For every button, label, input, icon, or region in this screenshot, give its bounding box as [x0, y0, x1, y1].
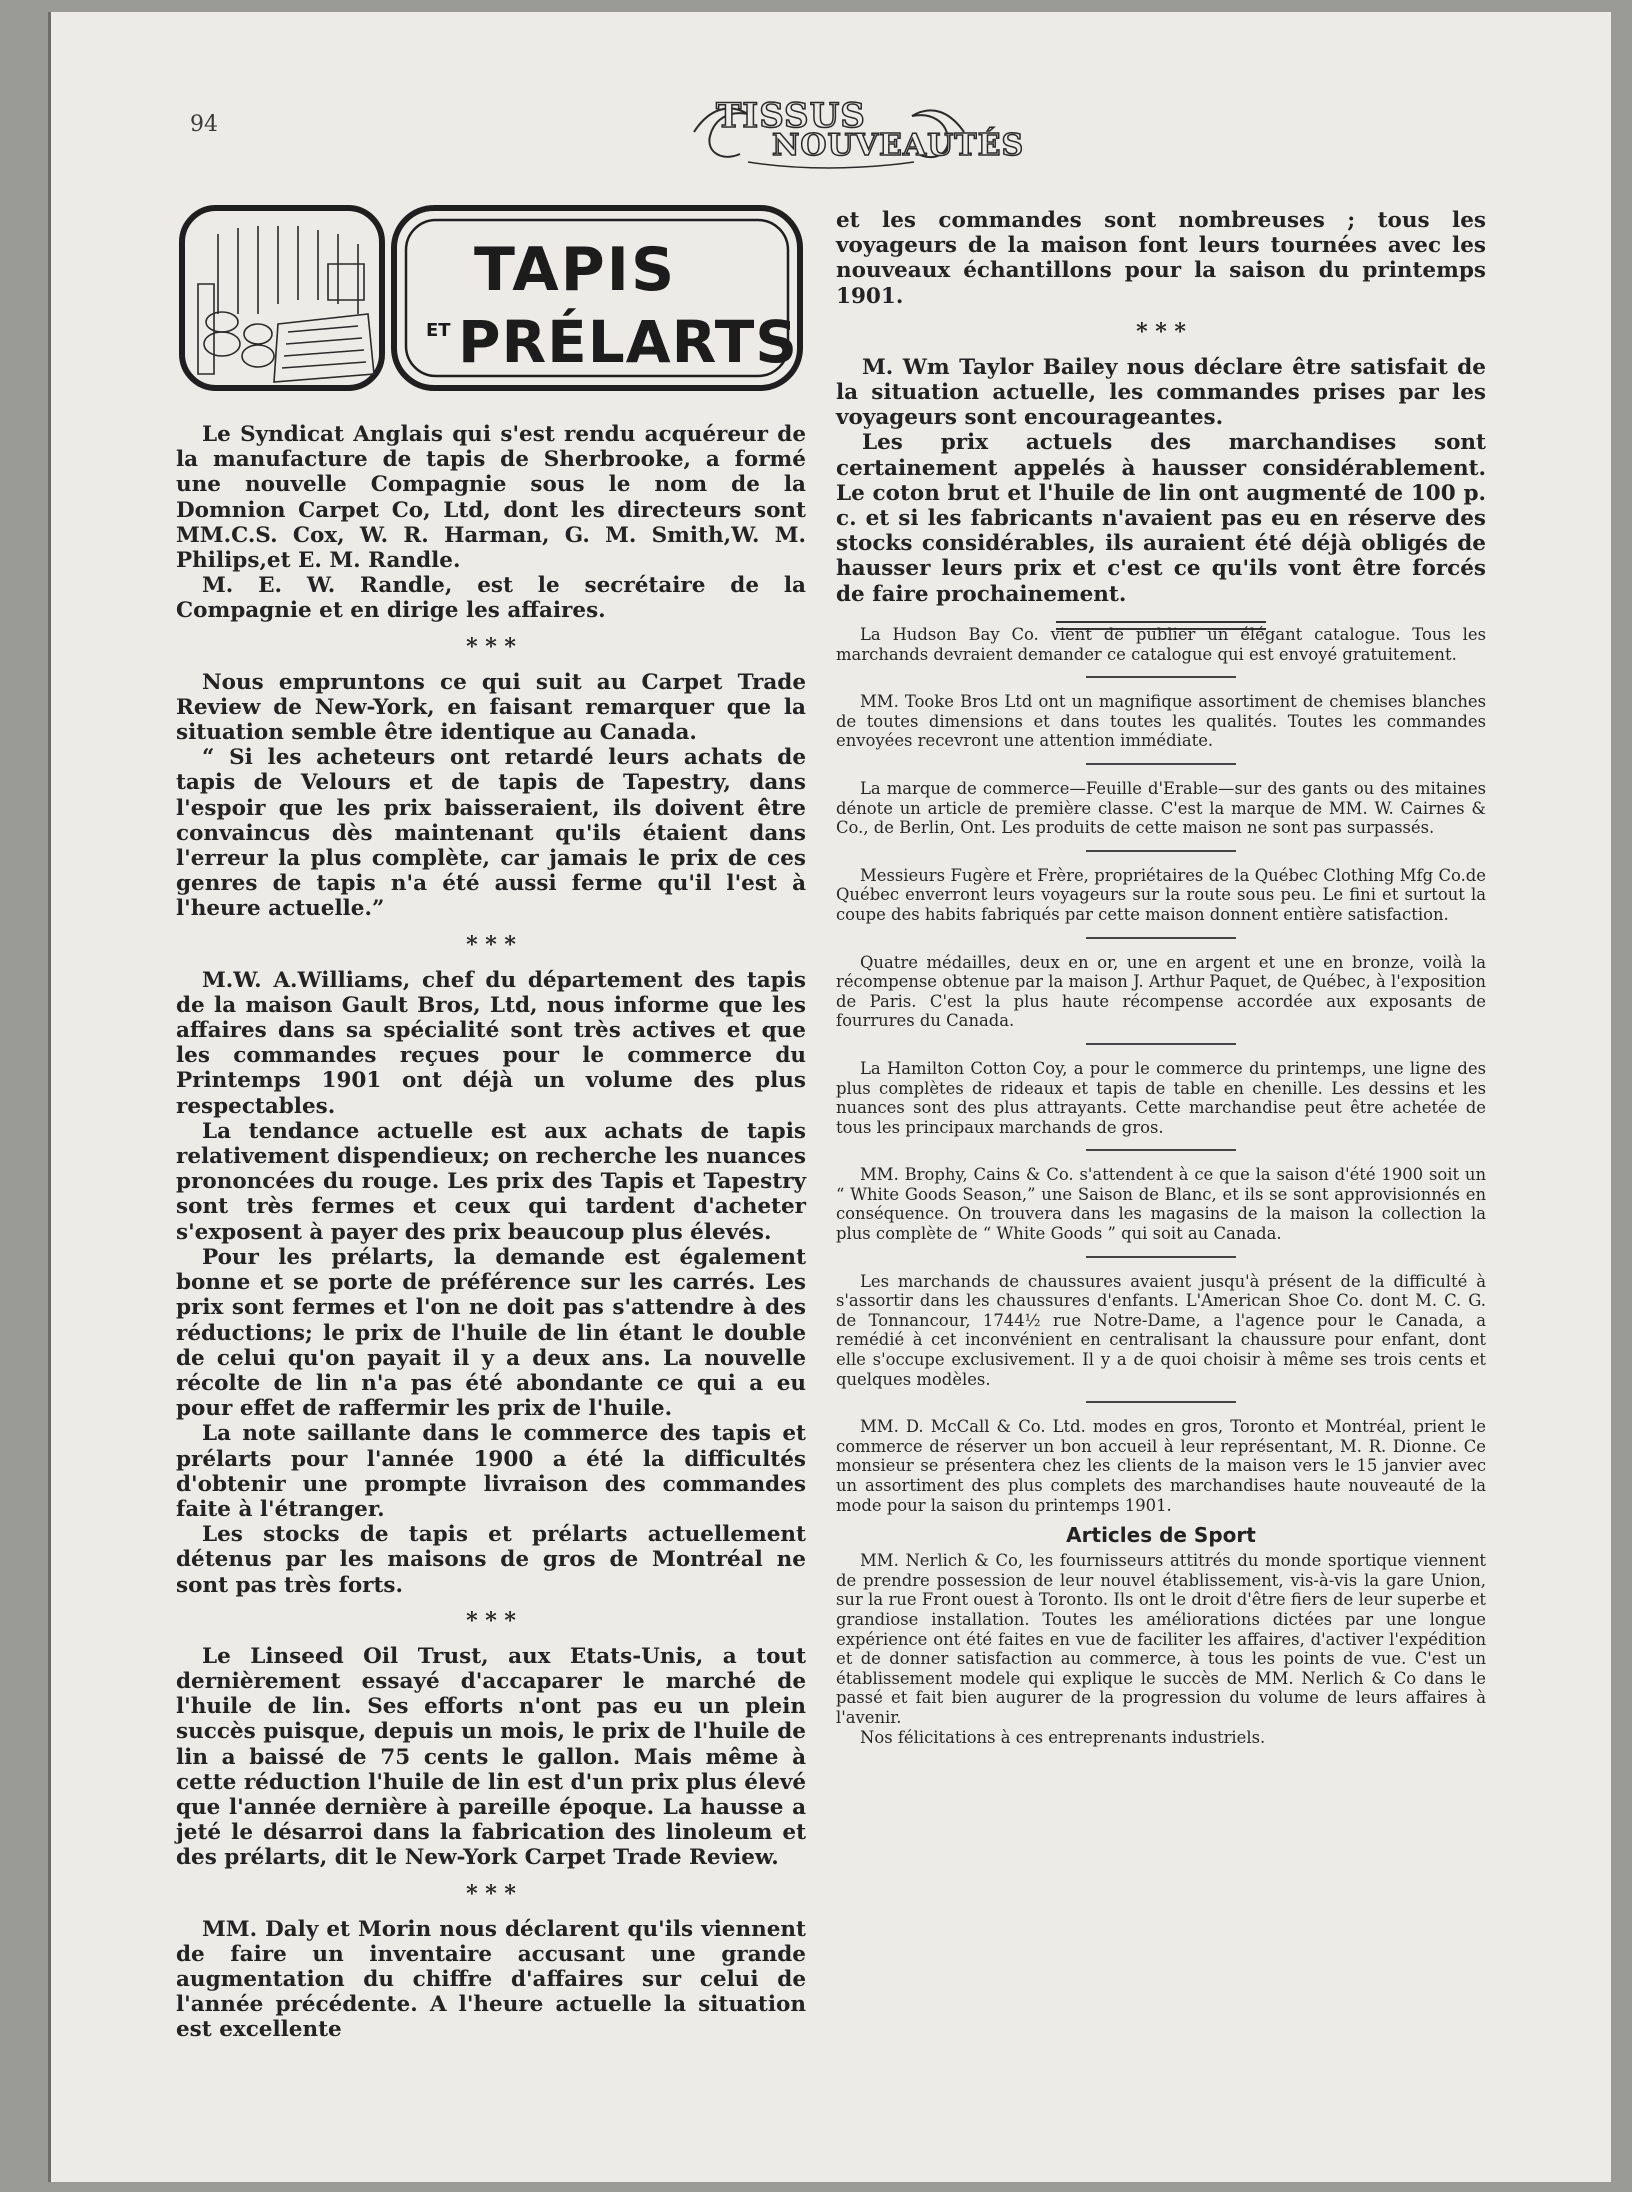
section-subheading: Articles de Sport	[1066, 1523, 1256, 1548]
masthead-line2: NOUVEAUTÉS	[772, 128, 1025, 163]
section-separator: * * *	[466, 1880, 516, 1907]
rule-divider	[1086, 1401, 1236, 1403]
news-item: Nos félicitations à ces entreprenants industriels.	[860, 1727, 1266, 1747]
article-paragraph: Le Syndicat Anglais qui s'est rendu acquéreur de la manufacture de tapis de Sherbrooke, a formé une nouvelle Compagnie sous le nom de la Domnion Carpet Co, Ltd, dont les directeurs sont MM.C.S. Cox, W. R. Harman, G. M. Smith,W. M. Philips,et E. M. Randle.	[176, 422, 806, 574]
article-paragraph: Les prix actuels des marchandises sont certainement appelés à hausser considérablement. Le coton brut et l'huile de lin ont augmenté de 100 p. c. et si les fabricants n'avaient pas eu en réserve des stocks considérables, ils auraient été déjà obligés de hausser leurs prix et c'est ce qu'ils vont être forcés de faire prochainement.	[836, 430, 1486, 607]
article-paragraph: Nous empruntons ce qui suit au Carpet Trade Review de New-York, en faisant remarquer que la situation semble être identique au Canada.	[176, 669, 806, 746]
article-paragraph: La note saillante dans le commerce des tapis et prélarts pour l'année 1900 a été la difficultés d'obtenir une prompte livraison des commandes faite à l'étranger.	[176, 1421, 806, 1522]
left-column	[176, 422, 806, 2043]
rule-divider	[1086, 850, 1236, 852]
right-column-notes	[836, 625, 1486, 1747]
right-column-top	[836, 208, 1486, 650]
rule-divider	[1086, 1043, 1236, 1045]
news-item: La Hamilton Cotton Coy, a pour le commerce du printemps, une ligne des plus complètes de rideaux et tapis de table en chenille. Les dessins et les nuances sont des plus attrayants. Cette marchandise peut être achetée de tous les principaux marchands de gros.	[836, 1058, 1486, 1137]
article-paragraph: Le Linseed Oil Trust, aux Etats-Unis, a tout dernièrement essayé d'accaparer le marché de l'huile de lin. Ses efforts n'ont pas eu un plein succès puisque, depuis un mois, le prix de l'huile de lin a baissé de 75 cents le gallon. Mais même à cette réduction l'huile de lin est d'un prix plus élevé que l'année dernière à pareille époque. La hausse a jeté le désarroi dans la fabrication des linoleum et des prélarts, dit le New-York Carpet Trade Review.	[176, 1643, 806, 1871]
masthead-line1: TISSUS	[716, 96, 866, 136]
section-separator: * * *	[466, 633, 516, 660]
article-paragraph: M.W. A.Williams, chef du département des tapis de la maison Gault Bros, Ltd, nous informe que les affaires dans sa spécialité sont très actives et que les commandes reçues pour le commerce du Printemps 1901 ont déjà un volume des plus respectables.	[176, 967, 806, 1119]
rule-divider	[1086, 1149, 1236, 1151]
header-frame	[178, 204, 806, 392]
title-tapis: TAPIS	[474, 235, 677, 305]
rule-divider	[1086, 676, 1236, 678]
article-paragraph: Les stocks de tapis et prélarts actuellement détenus par les maisons de gros de Montréal ne sont pas très forts.	[176, 1522, 806, 1598]
article-paragraph: MM. Daly et Morin nous déclarent qu'ils viennent de faire un inventaire accusant une grande augmentation du chiffre d'affaires sur celui de l'année précédente. A l'heure actuelle la situation est excellente	[176, 1916, 806, 2043]
title-prelarts: PRÉLARTS	[458, 308, 799, 376]
article-paragraph: et les commandes sont nombreuses ; tous les voyageurs de la maison font leurs tournées avec les nouveaux échantillons pour la saison du printemps 1901.	[836, 208, 1486, 309]
quoted-paragraph: “ Si les acheteurs ont retardé leurs achats de tapis de Velours et de tapis de Tapestry, dans l'espoir que les prix baisseraient, ils doivent être convaincus dès maintenant qu'ils étaient dans l'erreur la plus complète, car jamais le prix de ces genres de tapis n'a été aussi ferme qu'il l'est à l'heure actuelle.”	[176, 745, 806, 922]
news-item: Les marchands de chaussures avaient jusqu'à présent de la difficulté à s'assortir dans les chaussures d'enfants. L'American Shoe Co. dont M. C. G. de Tonnancour, 1744½ rue Notre-Dame, a l'agence pour le Canada, a remédié à cet inconvénient en centralisant la chaussure pour enfant, dont elle s'occupe exclusivement. Il y a de quoi choisir à même ses trois cents et quelques modèles.	[836, 1271, 1486, 1389]
rule-divider	[1086, 763, 1236, 765]
news-item: MM. D. McCall & Co. Ltd. modes en gros, Toronto et Montréal, prient le commerce de réserver un bon accueil à leur représentant, M. R. Dionne. Ce monsieur se présentera chez les clients de la maison vers le 15 janvier avec un assortiment des plus complets des marchandises haute nouveauté de la mode pour la saison du printemps 1901.	[836, 1417, 1486, 1515]
rule-divider	[1086, 1256, 1236, 1258]
news-item: MM. Brophy, Cains & Co. s'attendent à ce que la saison d'été 1900 soit un “ White Goods Season,” une Saison de Blanc, et ils se sont approvisionnés en conséquence. On trouvera dans les magasins de la maison la collection la plus complète de “ White Goods ” qui soit au Canada.	[836, 1165, 1486, 1244]
section-header	[178, 204, 806, 392]
news-item: La marque de commerce—Feuille d'Erable—sur des gants ou des mitaines dénote un article de première classe. C'est la marque de MM. W. Cairnes & Co., de Berlin, Ont. Les produits de cette maison ne sont pas surpassés.	[836, 778, 1486, 838]
section-separator: * * *	[1136, 318, 1186, 345]
title-et: ET	[426, 320, 451, 341]
article-paragraph: M. E. W. Randle, est le secrétaire de la Compagnie et en dirige les affaires.	[176, 573, 806, 624]
news-item: MM. Tooke Bros Ltd ont un magnifique assortiment de chemises blanches de toutes dimensions et dans toutes les qualités. Toutes les commandes envoyées recevront une attention immédiate.	[836, 692, 1486, 751]
news-item: Messieurs Fugère et Frère, propriétaires de la Québec Clothing Mfg Co.de Québec enverront leurs voyageurs sur la route sous peu. Le fini et surtout la coupe des habits fabriqués par cette maison donnent entière satisfaction.	[836, 865, 1486, 924]
article-paragraph: La tendance actuelle est aux achats de tapis relativement dispendieux; on recherche les nuances prononcées du rouge. Les prix des Tapis et Tapestry sont très fermes et ceux qui tardent d'acheter s'exposent à payer des prix beaucoup plus élevés.	[176, 1118, 806, 1245]
news-item: Quatre médailles, deux en or, une en argent et une en bronze, voilà la récompense obtenue par la maison J. Arthur Paquet, de Québec, à l'exposition de Paris. C'est la plus haute récompense accordée aux exposants de fourrures du Canada.	[836, 952, 1486, 1031]
page-number: 94	[190, 112, 218, 137]
article-paragraph: M. Wm Taylor Bailey nous déclare être satisfait de la situation actuelle, les commandes prises par les voyageurs sont encourageantes.	[836, 354, 1486, 431]
section-separator: * * *	[466, 1607, 516, 1634]
news-item: La Hudson Bay Co. vient de publier un élégant catalogue. Tous les marchands devraient demander ce catalogue qui est envoyé gratuitement.	[836, 625, 1486, 664]
section-separator: * * *	[466, 931, 516, 958]
article-paragraph: Pour les prélarts, la demande est également bonne et se porte de préférence sur les carrés. Les prix sont fermes et l'on ne doit pas s'attendre à des réductions; le prix de l'huile de lin étant le double de celui qu'on payait il y a deux ans. La nouvelle récolte de lin n'a pas été abondante ce qui a eu pour effet de raffermir les prix de l'huile.	[176, 1244, 806, 1422]
masthead-logo	[688, 92, 1025, 170]
news-item: MM. Nerlich & Co, les fournisseurs attitrés du monde sportique viennent de prendre possession de leur nouvel établissement, vis-à-vis la gare Union, sur la rue Front ouest à Toronto. Ils ont le droit d'être fiers de leur superbe et grandiose installation. Toutes les améliorations dictées par une longue expérience ont été faites en vue de faciliter les affaires, d'activer l'expédition et de donner satisfaction au commerce, à tous les points de vue. C'est un établissement modele qui explique le succès de MM. Nerlich & Co dans le passé et fait bien augurer de la progression du volume de leurs affaires à l'avenir.	[836, 1551, 1486, 1727]
rule-divider	[1086, 937, 1236, 939]
